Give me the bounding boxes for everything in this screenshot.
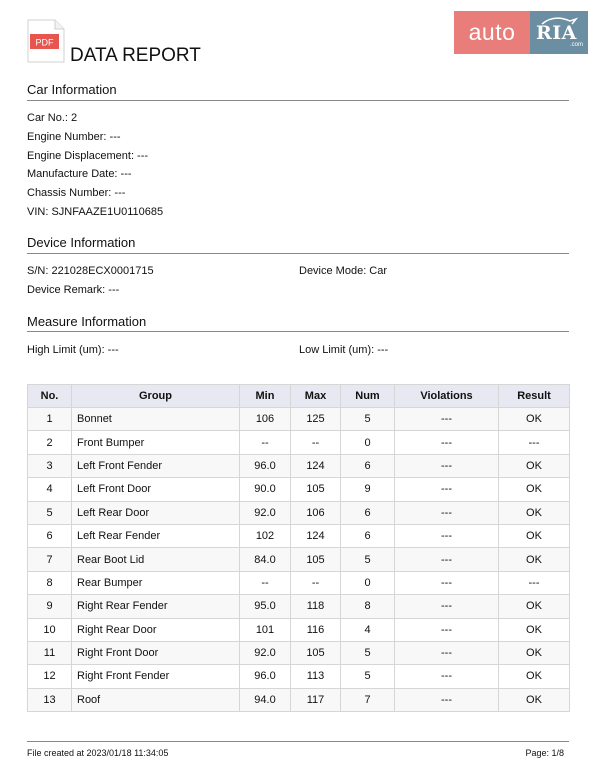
cell-group: Rear Bumper	[72, 571, 240, 594]
cell-min: 84.0	[240, 548, 291, 571]
cell-result: OK	[499, 641, 570, 664]
cell-violations: ---	[395, 454, 499, 477]
cell-violations: ---	[395, 548, 499, 571]
cell-no: 4	[28, 478, 72, 501]
logo-auto-text: auto	[454, 11, 530, 54]
car-info-title: Car Information	[27, 82, 117, 97]
header-group: Group	[72, 385, 240, 408]
footer-divider	[27, 741, 569, 742]
device-sn: S/N: 221028ECX0001715	[27, 265, 154, 277]
table-row	[28, 524, 570, 547]
cell-group: Front Bumper	[72, 431, 240, 454]
device-mode: Device Mode: Car	[299, 265, 388, 277]
autoria-logo	[454, 11, 588, 54]
measure-info-divider	[27, 331, 569, 332]
device-info-divider	[27, 253, 569, 254]
vin: VIN: SJNFAAZE1U0110685	[27, 206, 164, 218]
cell-min: 95.0	[240, 595, 291, 618]
cell-result: ---	[499, 571, 570, 594]
cell-no: 7	[28, 548, 72, 571]
cell-violations: ---	[395, 595, 499, 618]
cell-num: 6	[341, 501, 395, 524]
cell-max: --	[291, 431, 341, 454]
cell-min: 92.0	[240, 501, 291, 524]
header-result: Result	[499, 385, 570, 408]
cell-group: Left Rear Door	[72, 501, 240, 524]
cell-max: 105	[291, 548, 341, 571]
engine-number: Engine Number: ---	[27, 131, 121, 143]
file-created-timestamp: File created at 2023/01/18 11:34:05	[27, 748, 169, 758]
cell-min: 102	[240, 524, 291, 547]
cell-result: OK	[499, 548, 570, 571]
cell-min: 94.0	[240, 688, 291, 711]
cell-group: Bonnet	[72, 408, 240, 431]
cell-num: 7	[341, 688, 395, 711]
logo-com-text: .com	[569, 42, 583, 48]
table-row	[28, 548, 570, 571]
cell-violations: ---	[395, 524, 499, 547]
cell-num: 4	[341, 618, 395, 641]
cell-violations: ---	[395, 688, 499, 711]
cell-result: OK	[499, 524, 570, 547]
cell-no: 1	[28, 408, 72, 431]
cell-group: Left Front Door	[72, 478, 240, 501]
cell-result: OK	[499, 408, 570, 431]
table-row	[28, 641, 570, 664]
cell-min: 96.0	[240, 665, 291, 688]
cell-no: 3	[28, 454, 72, 477]
cell-result: ---	[499, 431, 570, 454]
cell-num: 5	[341, 408, 395, 431]
cell-max: 124	[291, 524, 341, 547]
cell-result: OK	[499, 618, 570, 641]
cell-max: 105	[291, 641, 341, 664]
cell-result: OK	[499, 454, 570, 477]
header-num: Num	[341, 385, 395, 408]
cell-group: Roof	[72, 688, 240, 711]
cell-violations: ---	[395, 478, 499, 501]
logo-ria-block	[530, 11, 588, 54]
cell-no: 6	[28, 524, 72, 547]
cell-num: 9	[341, 478, 395, 501]
cell-no: 11	[28, 641, 72, 664]
header-min: Min	[240, 385, 291, 408]
cell-violations: ---	[395, 431, 499, 454]
table-row	[28, 478, 570, 501]
header-no: No.	[28, 385, 72, 408]
cell-max: 106	[291, 501, 341, 524]
pdf-icon-label: PDF	[35, 37, 54, 48]
table-row	[28, 408, 570, 431]
device-info-title: Device Information	[27, 235, 136, 250]
cell-group: Right Rear Door	[72, 618, 240, 641]
cell-min: 90.0	[240, 478, 291, 501]
page-number: Page: 1/8	[525, 748, 564, 758]
table-row	[28, 618, 570, 641]
cell-group: Left Front Fender	[72, 454, 240, 477]
cell-violations: ---	[395, 571, 499, 594]
header-max: Max	[291, 385, 341, 408]
cell-violations: ---	[395, 618, 499, 641]
cell-num: 8	[341, 595, 395, 618]
cell-num: 6	[341, 524, 395, 547]
cell-result: OK	[499, 688, 570, 711]
cell-num: 5	[341, 641, 395, 664]
manufacture-date: Manufacture Date: ---	[27, 168, 132, 180]
device-remark: Device Remark: ---	[27, 284, 120, 296]
cell-no: 10	[28, 618, 72, 641]
table-row	[28, 454, 570, 477]
cell-group: Left Rear Fender	[72, 524, 240, 547]
cell-max: 125	[291, 408, 341, 431]
engine-displacement: Engine Displacement: ---	[27, 150, 149, 162]
measure-info-title: Measure Information	[27, 314, 147, 329]
cell-max: 118	[291, 595, 341, 618]
pdf-file-icon	[27, 19, 65, 63]
cell-num: 0	[341, 571, 395, 594]
cell-result: OK	[499, 665, 570, 688]
cell-violations: ---	[395, 665, 499, 688]
table-row	[28, 595, 570, 618]
cell-min: 92.0	[240, 641, 291, 664]
cell-violations: ---	[395, 408, 499, 431]
logo-ria-text: RIA	[536, 22, 577, 44]
cell-group: Right Rear Fender	[72, 595, 240, 618]
cell-violations: ---	[395, 501, 499, 524]
table-row	[28, 688, 570, 711]
cell-no: 12	[28, 665, 72, 688]
cell-group: Rear Boot Lid	[72, 548, 240, 571]
measurement-table	[27, 384, 570, 712]
cell-result: OK	[499, 595, 570, 618]
cell-max: 116	[291, 618, 341, 641]
cell-num: 6	[341, 454, 395, 477]
cell-group: Right Front Door	[72, 641, 240, 664]
cell-min: --	[240, 571, 291, 594]
cell-max: 105	[291, 478, 341, 501]
table-header-row	[28, 385, 570, 408]
chassis-number: Chassis Number: ---	[27, 187, 126, 199]
high-limit: High Limit (um): ---	[27, 344, 119, 356]
cell-num: 0	[341, 431, 395, 454]
table-row	[28, 665, 570, 688]
cell-no: 13	[28, 688, 72, 711]
cell-result: OK	[499, 501, 570, 524]
cell-min: 101	[240, 618, 291, 641]
cell-min: --	[240, 431, 291, 454]
cell-min: 106	[240, 408, 291, 431]
cell-violations: ---	[395, 641, 499, 664]
cell-no: 8	[28, 571, 72, 594]
cell-no: 9	[28, 595, 72, 618]
header-violations: Violations	[395, 385, 499, 408]
cell-min: 96.0	[240, 454, 291, 477]
car-info-divider	[27, 100, 569, 101]
cell-no: 2	[28, 431, 72, 454]
cell-group: Right Front Fender	[72, 665, 240, 688]
cell-num: 5	[341, 665, 395, 688]
cell-num: 5	[341, 548, 395, 571]
cell-max: 113	[291, 665, 341, 688]
cell-max: --	[291, 571, 341, 594]
cell-max: 124	[291, 454, 341, 477]
report-title: DATA REPORT	[70, 45, 201, 66]
table-row	[28, 431, 570, 454]
table-row	[28, 571, 570, 594]
low-limit: Low Limit (um): ---	[299, 344, 389, 356]
cell-result: OK	[499, 478, 570, 501]
cell-no: 5	[28, 501, 72, 524]
car-no: Car No.: 2	[27, 112, 78, 124]
cell-max: 117	[291, 688, 341, 711]
table-row	[28, 501, 570, 524]
